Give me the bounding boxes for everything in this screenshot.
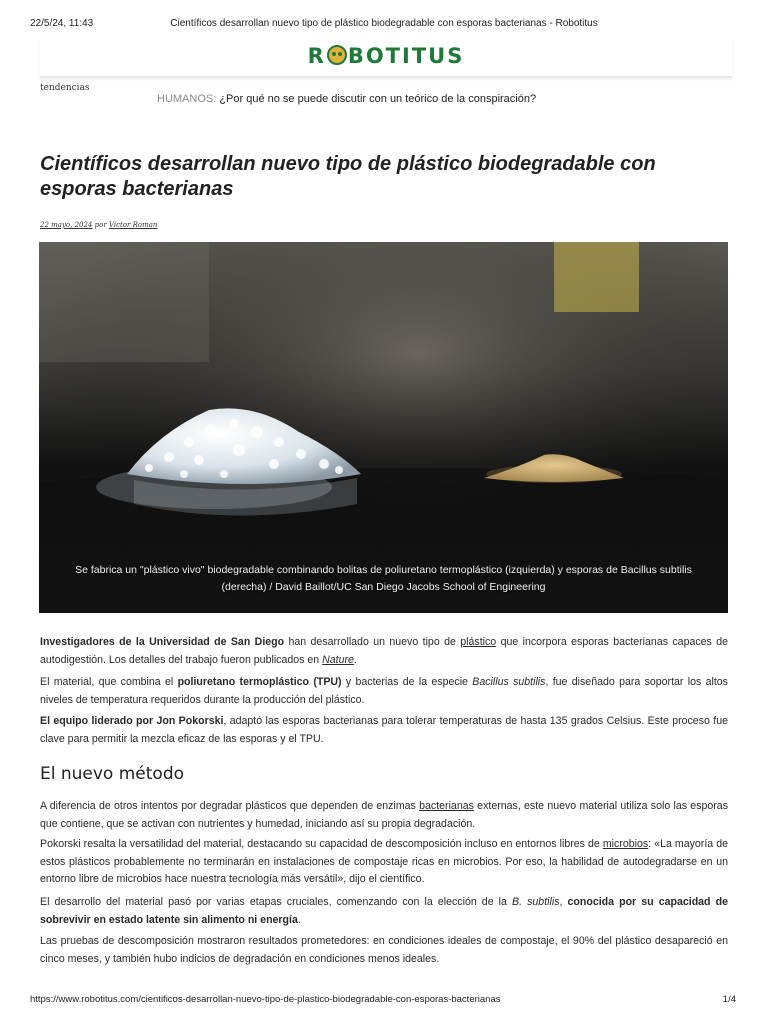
paragraph-6: El desarrollo del material pasó por varias etapas cruciales, comenzando con la elección de la B. subtilis, conocida por su capacidad de sobrevivir en estado latente sin alimento ni energía. xyxy=(40,896,728,926)
article-date-link[interactable]: 22 mayo, 2024 xyxy=(40,221,93,229)
print-url: https://www.robotitus.com/cientificos-desarrollan-nuevo-tipo-de-plastico-biodegradable-con-esporas-bacterianas xyxy=(30,994,501,1005)
hero-photo-illustration xyxy=(39,242,728,613)
paragraph-4: A diferencia de otros intentos por degradar plásticos que dependen de enzimas bacterianas externas, este nuevo material utiliza solo las esporas que contiene, que se activan con nutrientes y humedad, iniciando así su propia degradación. xyxy=(40,800,728,830)
link-microbios[interactable]: microbios xyxy=(602,838,649,850)
robot-head-icon xyxy=(327,45,347,65)
print-datetime: 22/5/24, 11:43 xyxy=(30,18,94,29)
paragraph-1: Investigadores de la Universidad de San Diego han desarrollado un nuevo tipo de plástico que incorpora esporas bacterianas capaces de autodigestión. Los detalles del trabajo fueron publicados en Nature. xyxy=(40,636,729,666)
paragraph-2: El material, que combina el poliuretano termoplástico (TPU) y bacterias de la especie Bacillus subtilis, fue diseñado para soportar los altos niveles de temperatura requeridos durante la producción del plástico. xyxy=(40,676,728,706)
print-header xyxy=(0,18,768,32)
article-title: Científicos desarrollan nuevo tipo de plástico biodegradable con esporas bacterianas xyxy=(40,153,656,200)
section-heading: El nuevo método xyxy=(40,764,185,784)
print-page-title: Científicos desarrollan nuevo tipo de plástico biodegradable con esporas bacterianas - Robotitus xyxy=(170,18,598,29)
site-logo[interactable]: R BOTITUS xyxy=(307,44,465,68)
print-page-number: 1/4 xyxy=(722,994,736,1005)
link-plastico[interactable]: plástico xyxy=(460,636,497,648)
hero-caption: Se fabrica un "plástico vivo" biodegradable combinando bolitas de poliuretano termoplástico (izquierda) y esporas de Bacillus subtilis (derecha) / David Baillot/UC San Diego Jacobs School of Engineering xyxy=(75,564,692,593)
ticker-category: HUMANOS: xyxy=(157,93,217,105)
paragraph-5: Pokorski resalta la versatilidad del material, destacando su capacidad de descomposición incluso en entornos libres de microbios: «La mayoría de estos plásticos probablemente no terminarán en instalaciones de compostaje ricas en microbios. Por eso, la habilidad de autodegradarse en un entorno libre de microbios hace nuestra tecnología más versátil», dijo el científico. xyxy=(40,838,728,885)
trending-label: tendencias xyxy=(40,83,90,93)
hero-image xyxy=(39,242,728,613)
byline-by: por xyxy=(94,221,107,229)
author-link[interactable]: Victor Roman xyxy=(108,221,158,229)
link-nature[interactable]: Nature xyxy=(322,653,354,666)
trending-ticker[interactable] xyxy=(157,93,537,109)
ticker-headline[interactable]: ¿Por qué no se puede discutir con un teórico de la conspiración? xyxy=(216,93,537,105)
paragraph-7: Las pruebas de descomposición mostraron resultados prometedores: en condiciones ideales de compostaje, el 90% del plástico desapareció en cinco meses, y también hubo indicios de degradación en condiciones menos ideales. xyxy=(40,935,728,965)
byline xyxy=(40,221,157,229)
link-bacterianas[interactable]: bacterianas xyxy=(419,800,474,812)
paragraph-3: El equipo liderado por Jon Pokorski, adaptó las esporas bacterianas para tolerar temperaturas de hasta 135 grados Celsius. Este proceso fue clave para permitir la mezcla eficaz de las esporas y el TPU. xyxy=(40,715,728,745)
site-header xyxy=(40,38,732,78)
